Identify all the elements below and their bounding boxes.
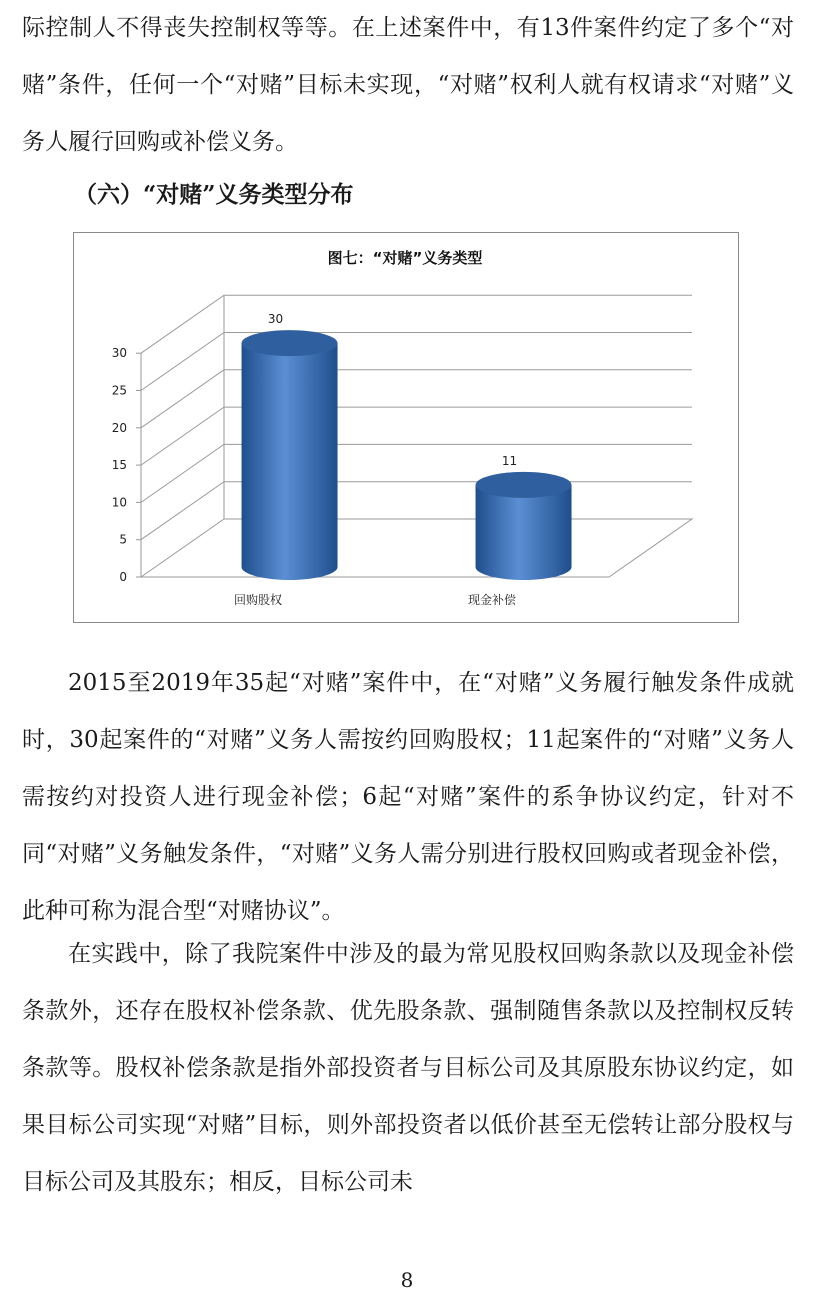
bar — [476, 472, 572, 580]
bar — [242, 330, 338, 580]
bar-body — [242, 343, 338, 580]
y-tick-label: 10 — [111, 495, 127, 510]
y-tick-label: 20 — [111, 420, 127, 435]
y-tick-label: 5 — [119, 532, 127, 547]
paragraph-intro: 际控制人不得丧失控制权等等。在上述案件中，有13件案件约定了多个“对赌”条件，任何一个“对赌”目标未实现，“对赌”权利人就有权请求“对赌”义务人履行回购或补偿义务。 — [22, 15, 794, 155]
paragraph-practice: 在实践中，除了我院案件中涉及的最为常见股权回购条款以及现金补偿条款外，还存在股权补偿条款、优先股条款、强制随售条款以及控制权反转条款等。股权补偿条款是指外部投资者与目标公司及其原股东协议约定，如果目标公司实现“对赌”目标，则外部投资者以低价甚至无偿转让部分股权与目标公司及其股东；相反，目标公司未 — [22, 941, 794, 1195]
y-tick-label: 0 — [119, 570, 127, 584]
x-category-label: 回购股权 — [233, 593, 283, 607]
y-tick-label: 30 — [111, 346, 127, 361]
bar-top — [242, 330, 338, 356]
page-number: 8 — [400, 1268, 414, 1292]
bar-chart — [74, 233, 738, 622]
paragraph-stats: 2015至2019年35起“对赌”案件中，在“对赌”义务履行触发条件成就时，30起案件的“对赌”义务人需按约回购股权；11起案件的“对赌”义务人需按约对投资人进行现金补偿；6起“对赌”案件的系争协议约定，针对不同“对赌”义务触发条件，“对赌”义务人需分别进行股权回购或者现金补偿，此种可称为混合型“对赌协议”。 — [22, 670, 794, 924]
x-category-label: 现金补偿 — [467, 593, 517, 607]
section-heading: （六）“对赌”义务类型分布 — [74, 181, 354, 208]
data-label: 30 — [267, 312, 284, 327]
data-label: 11 — [501, 453, 518, 468]
chart-figure — [73, 232, 739, 623]
bar-top — [476, 472, 572, 498]
chart-title: 图七：“对赌”义务类型 — [327, 249, 483, 267]
chart-floor — [141, 519, 692, 577]
y-tick-label: 25 — [111, 383, 127, 398]
bar-body — [476, 485, 572, 580]
y-tick-label: 15 — [111, 458, 127, 473]
